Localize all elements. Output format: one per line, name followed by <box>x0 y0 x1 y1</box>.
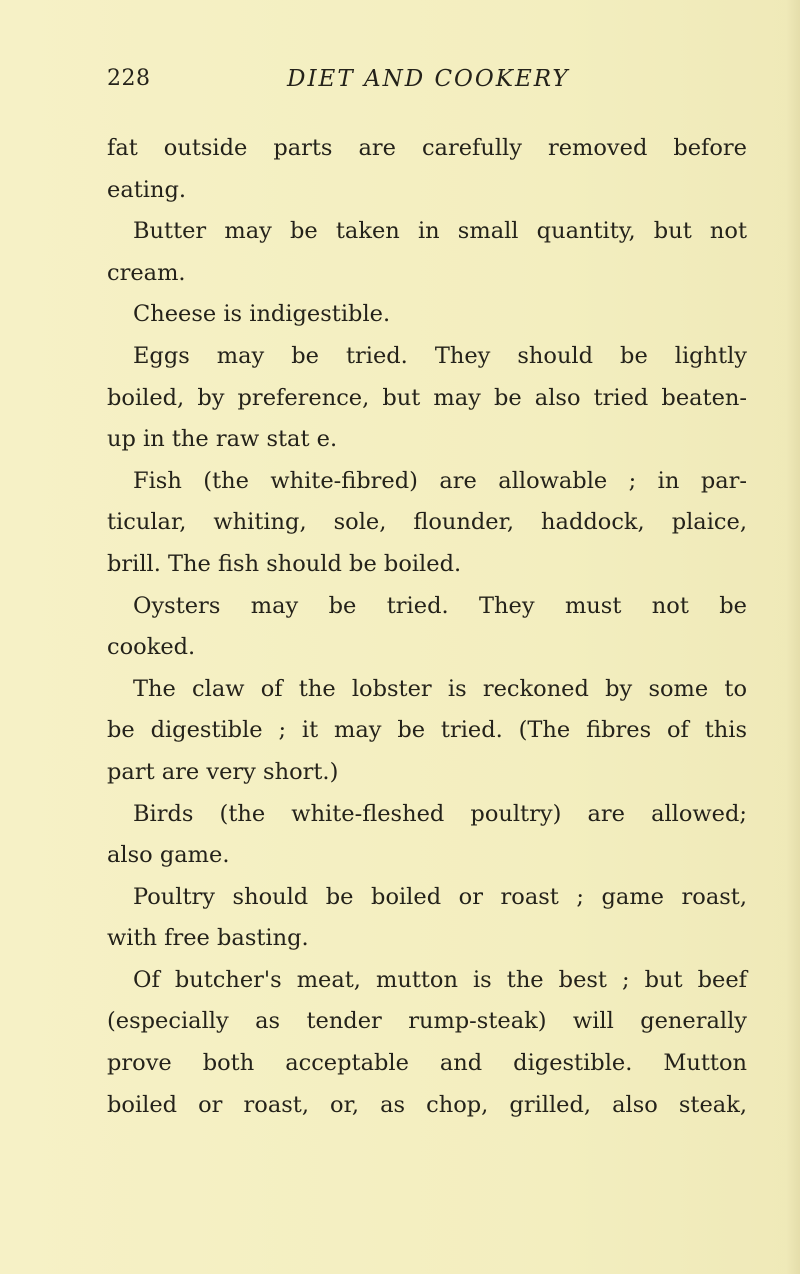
text-line: ticular, whiting, sole, flounder, haddock, plaice, <box>107 509 747 536</box>
text-line: Eggs may be tried. They should be lightly <box>133 342 747 369</box>
text-line: up in the raw stat e. <box>107 426 338 453</box>
page-edge-shadow <box>786 0 800 1274</box>
text-line: boiled, by preference, but may be also tried beaten- <box>107 384 747 411</box>
text-line: The claw of the lobster is reckoned by some to <box>133 675 747 702</box>
text-line: part are very short.) <box>107 758 339 785</box>
text-line: fat outside parts are carefully removed before <box>107 135 747 161</box>
text-line: also game. <box>107 842 230 869</box>
text-line: eating. <box>107 176 187 203</box>
text-line: cream. <box>107 259 186 286</box>
text-line: Of butcher's meat, mutton is the best ; but beef <box>133 966 747 993</box>
text-line: Oysters may be tried. They must not be <box>133 592 747 619</box>
text-line: with free basting. <box>107 925 309 952</box>
text-line: Fish (the white-fibred) are allowable ; in par- <box>133 467 747 494</box>
text-line: Birds (the white-fleshed poultry) are allowed; <box>133 800 747 827</box>
text-line: boiled or roast, or, as chop, grilled, also steak, <box>107 1091 747 1118</box>
text-line: Butter may be taken in small quantity, but not <box>133 218 747 245</box>
text-line: (especially as tender rump-steak) will generally <box>107 1008 747 1035</box>
text-line: brill. The fish should be boiled. <box>107 550 462 577</box>
text-line: Cheese is indigestible. <box>133 301 391 328</box>
text-line: be digestible ; it may be tried. (The fibres of this <box>107 717 747 744</box>
running-title: DIET AND COOKERY <box>287 66 570 92</box>
body-text <box>107 128 747 1126</box>
text-line: Poultry should be boiled or roast ; game roast, <box>133 883 747 910</box>
running-head <box>107 66 747 96</box>
page-number: 228 <box>107 66 151 91</box>
text-line: cooked. <box>107 634 196 661</box>
text-line: prove both acceptable and digestible. Mutton <box>107 1050 747 1077</box>
